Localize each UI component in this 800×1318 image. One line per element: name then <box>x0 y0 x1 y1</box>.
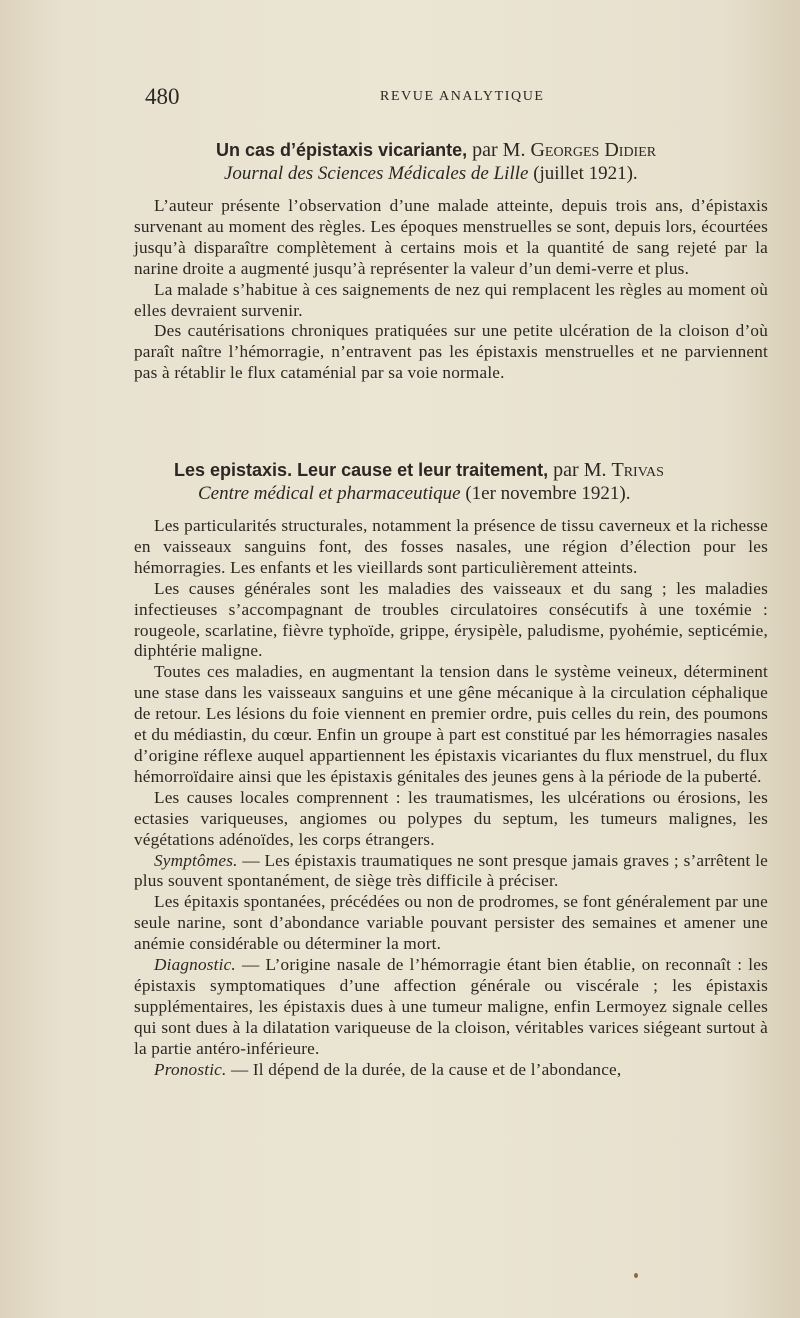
paragraph: Les causes générales sont les maladies des vaisseaux et du sang ; les maladies infectieuses s’accompagnant de troubles circulatoires consécutifs à une toxémie : rougeole, scarlatine, fièvre typhoïde, grippe, érysipèle, paludisme, pyohémie, septicémie, diphtérie maligne. <box>134 578 768 661</box>
article-author: Georges Didier <box>530 139 657 161</box>
paragraph: Les épitaxis spontanées, précédées ou non de prodromes, se font généralement par une seule narine, sont d’abondance variable pouvant persister des semaines et amener une anémie considérable ou déterminer la mort. <box>134 892 768 954</box>
article-title: Les epistaxis. Leur cause et leur traitement, <box>174 460 549 480</box>
paragraph: Les causes locales comprennent : les traumatismes, les ulcérations ou érosions, les ectasies variqueuses, angiomes ou polypes du septum, les tumeurs malignes, les végétations adénoïdes, les corps étrangers. <box>134 787 768 849</box>
paragraph: La malade s’habitue à ces saignements de nez qui remplacent les règles au moment où elles devraient survenir. <box>134 279 768 320</box>
paragraph-diagnostic <box>134 955 768 1060</box>
article-epistaxis-causes <box>134 458 768 1080</box>
paragraph: Les particularités structurales, notamment la présence de tissu caverneux et la richesse en vaisseaux sanguins font, des fosses nasales, une région d’élection pour les hémorragies. Les enfants et les vieillards sont particulièrement atteints. <box>134 516 768 577</box>
paragraph: Des cautérisations chroniques pratiquées sur une petite ulcération de la cloison d’où paraît naître l’hémorragie, n’entravent pas les épistaxis menstruelles et ne parviennent pas à rétablir le flux cataménial par sa voie normale. <box>134 321 768 383</box>
ink-speck <box>634 1273 638 1278</box>
source-date: (juillet 1921). <box>533 163 638 184</box>
source-journal: Centre médical et pharmaceutique <box>198 483 461 504</box>
article-title-line <box>216 138 768 162</box>
paragraph-pronostic <box>134 1060 768 1081</box>
section-text-symptomes: — Les épistaxis traumatiques ne sont presque jamais graves ; s’arrêtent le plus souvent spontanément, de siège très difficile à préciser. <box>134 850 768 891</box>
running-title: REVUE ANALYTIQUE <box>380 89 545 104</box>
section-label-pronostic: Pronostic. <box>154 1059 227 1079</box>
article-vicarious-epistaxis <box>134 138 768 384</box>
page-number: 480 <box>145 84 180 109</box>
paragraph: Toutes ces maladies, en augmentant la tension dans le système veineux, déterminent une stase dans les vaisseaux sanguins et une gêne mécanique à la circulation céphalique de retour. Les lésions du foie viennent en premier ordre, puis celles du rein, des poumons et du médiastin, du cœur. Enfin un groupe à part est constitué par les hémorragies nasales d’origine réflexe auquel appartiennent les épistaxis vicariantes du flux menstruel, du flux hémorroïdaire ainsi que les épistaxis génitales des jeunes gens à la période de la puberté. <box>134 662 768 786</box>
article-by: par M. <box>553 459 607 481</box>
article-title-line <box>174 458 768 482</box>
source-journal: Journal des Sciences Médicales de Lille <box>224 163 529 184</box>
page-header <box>145 84 765 114</box>
section-text-diagnostic: — L’origine nasale de l’hémorragie étant bien établie, on reconnaît : les épistaxis symptomatiques d’une affection générale ou viscérale ; les épistaxis supplémentaires, les épistaxis dues à une tumeur maligne, enfin Lermoyez signale celles qui sont dues à la dilatation variqueuse de la cloison, véritables varices siégeant surtout à la partie antéro-inférieure. <box>134 955 768 1058</box>
article-source <box>224 162 768 186</box>
paragraph-symptomes <box>134 851 768 893</box>
article-source <box>198 482 768 506</box>
article-author: Trivas <box>611 459 664 481</box>
article-title: Un cas d’épistaxis vicariante, <box>216 140 468 160</box>
source-date: (1er novembre 1921). <box>465 483 631 504</box>
section-label-diagnostic: Diagnostic. <box>154 955 236 975</box>
article-by: par M. <box>472 139 526 161</box>
section-label-symptomes: Symptômes. <box>154 850 238 870</box>
section-text-pronostic: — Il dépend de la durée, de la cause et de l’abondance, <box>226 1059 622 1079</box>
paragraph: L’auteur présente l’observation d’une malade atteinte, depuis trois ans, d’épistaxis survenant au moment des règles. Les époques menstruelles se sont, depuis lors, écourtées jusqu’à disparaître complètement à certains mois et la quantité de sang rejeté par la narine droite a augmenté jusqu’à représenter la valeur d’un demi-verre et plus. <box>134 196 768 278</box>
